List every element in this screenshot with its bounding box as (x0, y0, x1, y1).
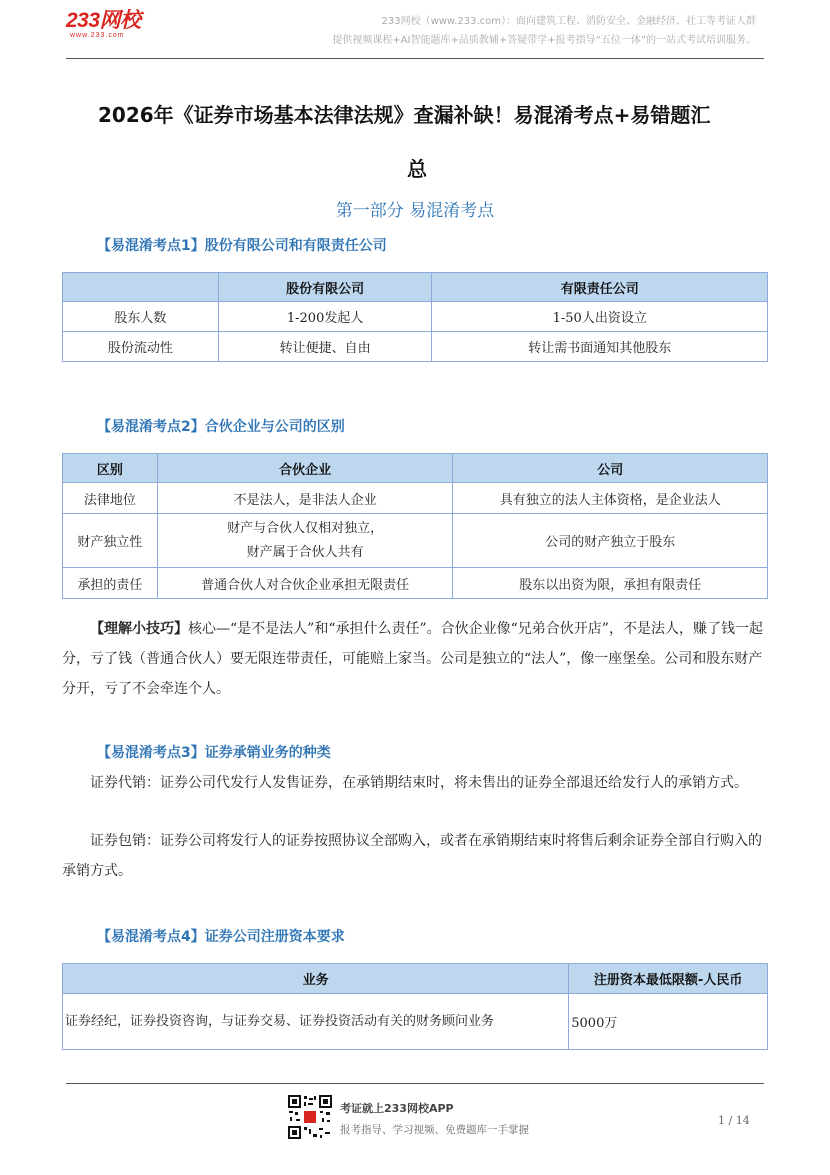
table-row (63, 568, 768, 599)
table-cell: 转让便捷、自由 (218, 332, 432, 362)
cell-line: 财产属于合伙人共有 (246, 544, 364, 560)
table-header-cell: 有限责任公司 (432, 273, 768, 302)
table-header-cell: 合伙企业 (157, 454, 453, 483)
table-cell: 转让需书面通知其他股东 (432, 332, 768, 362)
section-heading-2: 【易混淆考点2】合伙企业与公司的区别 (97, 419, 345, 435)
tip-paragraph (62, 614, 766, 704)
section-heading-3: 【易混淆考点3】证券承销业务的种类 (97, 745, 331, 761)
table-header-cell: 业务 (63, 964, 569, 994)
section-heading-1: 【易混淆考点1】股份有限公司和有限责任公司 (97, 238, 387, 254)
table-row (63, 332, 768, 362)
table-cell: 具有独立的法人主体资格，是企业法人 (453, 483, 768, 514)
table-header-row (63, 454, 768, 483)
footer-divider (66, 1083, 764, 1084)
paragraph-text: 证券代销：证券公司代发行人发售证券，在承销期结束时，将未售出的证券全部退还给发行人的承销方式。 (90, 775, 748, 791)
footer-app-title[interactable]: 考证就上233网校APP (340, 1102, 454, 1115)
registered-capital-table (62, 963, 768, 1050)
header-divider (66, 58, 764, 59)
section-heading-4: 【易混淆考点4】证券公司注册资本要求 (97, 929, 345, 945)
header-description (332, 12, 756, 50)
site-logo[interactable] (66, 10, 141, 40)
table-cell: 法律地位 (63, 483, 158, 514)
table-row (63, 994, 768, 1050)
table-cell: 1-200发起人 (218, 302, 432, 332)
table-cell: 普通合伙人对合伙企业承担无限责任 (157, 568, 453, 599)
title-line-2: 总 (407, 157, 427, 181)
table-header-cell: 公司 (453, 454, 768, 483)
table-cell: 1-50人出资设立 (432, 302, 768, 332)
table-row (63, 514, 768, 568)
page-header (0, 0, 830, 58)
company-type-table (62, 272, 768, 362)
underwriting-full-paragraph (62, 826, 766, 886)
part-title: 第一部分 易混淆考点 (335, 201, 495, 221)
table-cell (157, 514, 453, 568)
table-cell: 股东人数 (63, 302, 219, 332)
paragraph-text: 证券包销：证券公司将发行人的证券按照协议全部购入，或者在承销期结束时将售后剩余证券全部自行购入的承销方式。 (62, 833, 762, 879)
table-row (63, 483, 768, 514)
header-line-1: 233网校（www.233.com）：面向建筑工程、消防安全、金融经济、社工等考证人群 (381, 16, 756, 27)
table-header-cell: 注册资本最低限额-人民币 (569, 964, 768, 994)
table-header-cell: 股份有限公司 (218, 273, 432, 302)
footer-app-subtitle: 报考指导、学习视频、免费题库一手掌握 (340, 1124, 529, 1136)
table-cell: 承担的责任 (63, 568, 158, 599)
table-cell: 不是法人，是非法人企业 (157, 483, 453, 514)
table-header-row (63, 273, 768, 302)
tip-label: 【理解小技巧】 (90, 621, 188, 637)
page-number: 1 / 14 (718, 1114, 750, 1127)
logo-text: 233网校 (66, 9, 141, 32)
table-header-cell (63, 273, 219, 302)
table-cell: 财产独立性 (63, 514, 158, 568)
document-title (98, 88, 766, 196)
table-cell: 股份流动性 (63, 332, 219, 362)
table-header-cell: 区别 (63, 454, 158, 483)
table-cell: 证券经纪，证券投资咨询，与证券交易、证券投资活动有关的财务顾问业务 (63, 994, 569, 1050)
header-line-2: 提供视频课程+AI智能题库+品质教辅+答疑带学+报考指导“五位一体”的一站式考试培训服务。 (332, 35, 756, 46)
table-row (63, 302, 768, 332)
underwriting-agency-paragraph (62, 768, 766, 798)
table-cell: 公司的财产独立于股东 (453, 514, 768, 568)
partnership-vs-company-table (62, 453, 768, 599)
logo-url: www.233.com (70, 32, 125, 39)
table-header-row (63, 964, 768, 994)
title-line-1: 2026年《证券市场基本法律法规》查漏补缺！易混淆考点+易错题汇 (98, 103, 711, 127)
tip-text: 核心—“是不是法人”和“承担什么责任”。合伙企业像“兄弟合伙开店”，不是法人，赚了钱一起分，亏了钱（普通合伙人）要无限连带责任，可能赔上家当。公司是独立的“法人”，像一座堡垒。公司和股东财产分开，亏了不会牵连个人。 (62, 621, 763, 697)
table-cell: 股东以出资为限，承担有限责任 (453, 568, 768, 599)
table-cell: 5000万 (569, 994, 768, 1050)
cell-line: 财产与合伙人仅相对独立， (227, 520, 384, 536)
qr-code-icon[interactable] (287, 1094, 333, 1140)
